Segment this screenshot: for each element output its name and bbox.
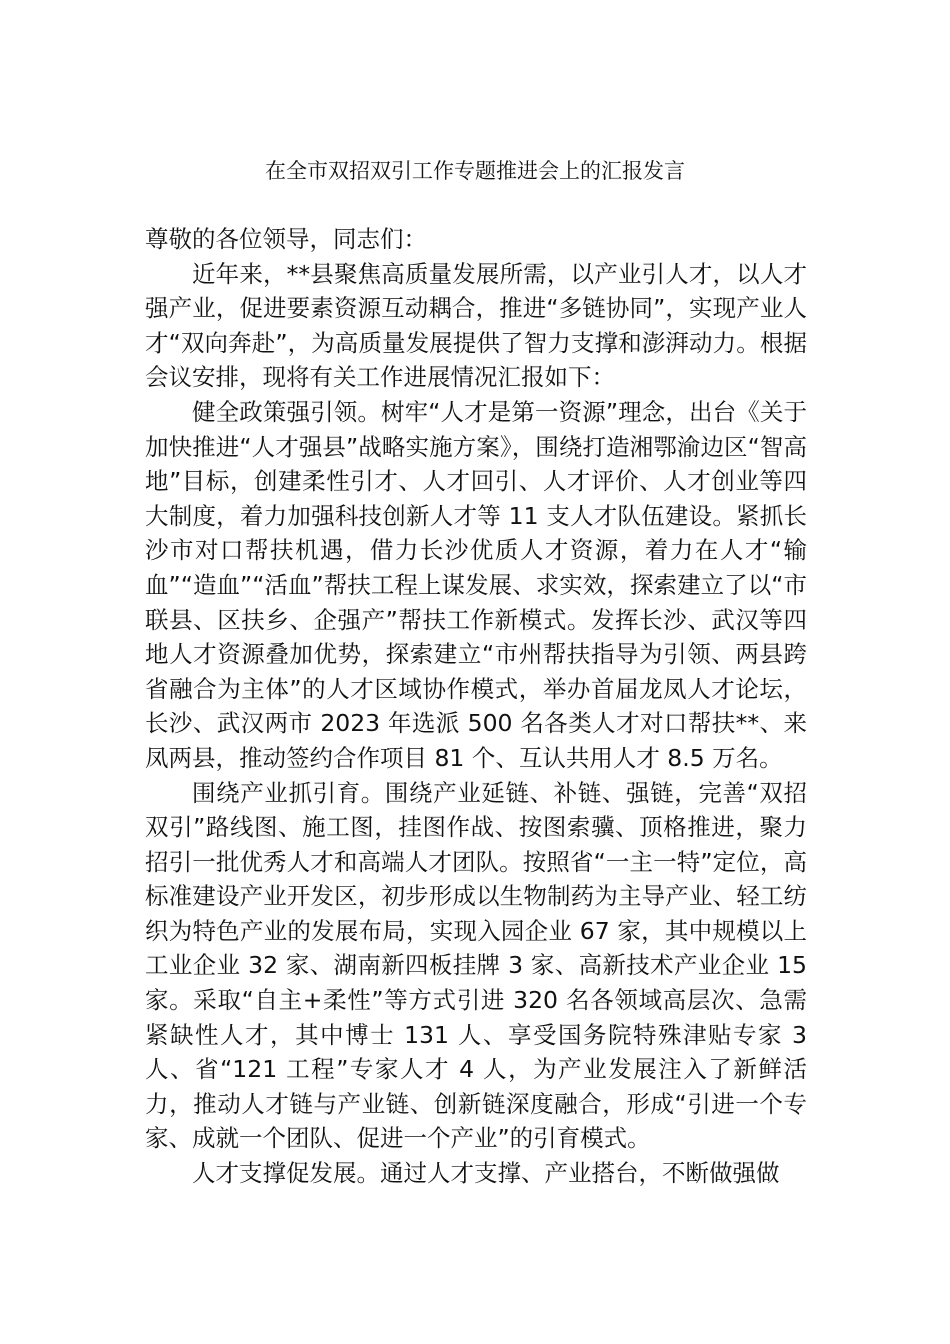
paragraph-policy: 健全政策强引领。树牢“人才是第一资源”理念，出台《关于加快推进“人才强县”战略实施方案》，围绕打造湘鄂渝边区“智高地”目标，创建柔性引才、人才回引、人才评价、人才创业等四大制度，着力加强科技创新人才等 11 支人才队伍建设。紧抓长沙市对口帮扶机遇，借力长沙优质人才资源，着力在人才“输血”“造血”“活血”帮扶工程上谋发展、求实效，探索建立了以“市联县、区扶乡、企强产”帮扶工作新模式。发挥长沙、武汉等四地人才资源叠加优势，探索建立“市州帮扶指导为引领、两县跨省融合为主体”的人才区域协作模式，举办首届龙凤人才论坛，长沙、武汉两市 2023 年选派 500 名各类人才对口帮扶**、来凤两县，推动签约合作项目 81 个、互认共用人才 8.5 万名。: [145, 397, 807, 772]
paragraph-talent-support: 人才支撑促发展。通过人才支撑、产业搭台，不断做强做: [192, 1159, 780, 1188]
document-body: [145, 222, 807, 1191]
paragraph-intro: 近年来，**县聚焦高质量发展所需，以产业引人才，以人才强产业，促进要素资源互动耦合，推进“多链协同”，实现产业人才“双向奔赴”，为高质量发展提供了智力支撑和澎湃动力。根据会议安排，现将有关工作进展情况汇报如下：: [145, 259, 807, 392]
document-title: 在全市双招双引工作专题推进会上的汇报发言: [265, 159, 685, 183]
salutation: 尊敬的各位领导，同志们：: [145, 225, 427, 253]
paragraph-industry: 围绕产业抓引育。围绕产业延链、补链、强链，完善“双招双引”路线图、施工图，挂图作战、按图索骥、顶格推进，聚力招引一批优秀人才和高端人才团队。按照省“一主一特”定位，高标准建设产业开发区，初步形成以生物制药为主导产业、轻工纺织为特色产业的发展布局，实现入园企业 67 家，其中规模以上工业企业 32 家、湖南新四板挂牌 3 家、高新技术产业企业 15 家。采取“自主+柔性”等方式引进 320 名各领域高层次、急需紧缺性人才，其中博士 131 人、享受国务院特殊津贴专家 3 人、省“121 工程”专家人才 4 人，为产业发展注入了新鲜活力，推动人才链与产业链、创新链深度融合，形成“引进一个专家、成就一个团队、促进一个产业”的引育模式。: [145, 778, 807, 1153]
